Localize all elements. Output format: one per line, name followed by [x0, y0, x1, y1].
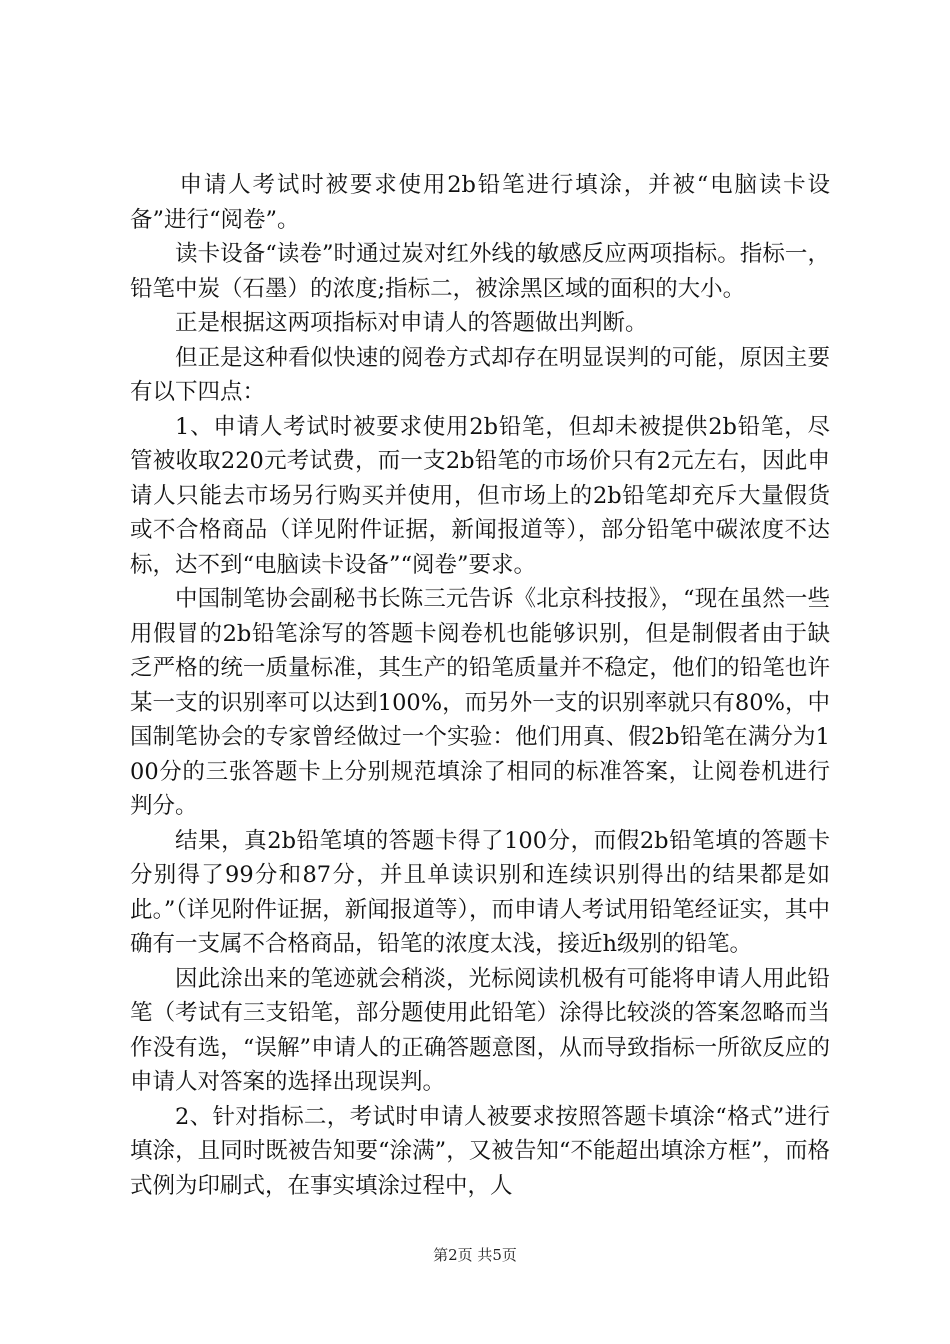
paragraph: 申请人考试时被要求使用2b铅笔进行填涂，并被“电脑读卡设备”进行“阅卷”。 [130, 172, 830, 233]
paragraph: 2、针对指标二，考试时申请人被要求按照答题卡填涂“格式”进行填涂，且同时既被告知要“涂满”，又被告知“不能超出填涂方框”，而格式例为印刷式，在事实填涂过程中，人 [130, 1103, 830, 1199]
paragraph: 读卡设备“读卷”时通过炭对红外线的敏感反应两项指标。指标一，铅笔中炭（石墨）的浓度;指标二，被涂黑区域的面积的大小。 [130, 241, 830, 302]
paragraph: 1、申请人考试时被要求使用2b铅笔，但却未被提供2b铅笔，尽管被收取220元考试费，而一支2b铅笔的市场价只有2元左右，因此申请人只能去市场另行购买并使用，但市场上的2b铅笔却充斥大量假货或不合格商品（详见附件证据，新闻报道等），部分铅笔中碳浓度不达标，达不到“电脑读卡设备”“阅卷”要求。 [130, 413, 830, 578]
paragraph: 但正是这种看似快速的阅卷方式却存在明显误判的可能，原因主要有以下四点： [130, 344, 830, 405]
paragraph: 正是根据这两项指标对申请人的答题做出判断。 [175, 310, 648, 336]
paragraph: 因此涂出来的笔迹就会稍淡，光标阅读机极有可能将申请人用此铅笔（考试有三支铅笔，部分题使用此铅笔）涂得比较淡的答案忽略而当作没有选，“误解”申请人的正确答题意图，从而导致指标一所欲反应的申请人对答案的选择出现误判。 [130, 965, 830, 1095]
paragraph: 结果，真2b铅笔填的答题卡得了100分，而假2b铅笔填的答题卡分别得了99分和87分，并且单读识别和连续识别得出的结果都是如此。”（详见附件证据，新闻报道等），而申请人考试用铅笔经证实，其中确有一支属不合格商品，铅笔的浓度太浅，接近h级别的铅笔。 [130, 827, 830, 957]
paragraph: 中国制笔协会副秘书长陈三元告诉《北京科技报》，“现在虽然一些用假冒的2b铅笔涂写的答题卡阅卷机也能够识别，但是制假者由于缺乏严格的统一质量标准，其生产的铅笔质量并不稳定，他们的铅笔也许某一支的识别率可以达到100%，而另外一支的识别率就只有80%，中国制笔协会的专家曾经做过一个实验：他们用真、假2b铅笔在满分为100分的三张答题卡上分别规范填涂了相同的标准答案，让阅卷机进行判分。 [130, 586, 830, 819]
page-footer: 第2页 共5页 [433, 1246, 517, 1264]
document-body [130, 168, 830, 1203]
